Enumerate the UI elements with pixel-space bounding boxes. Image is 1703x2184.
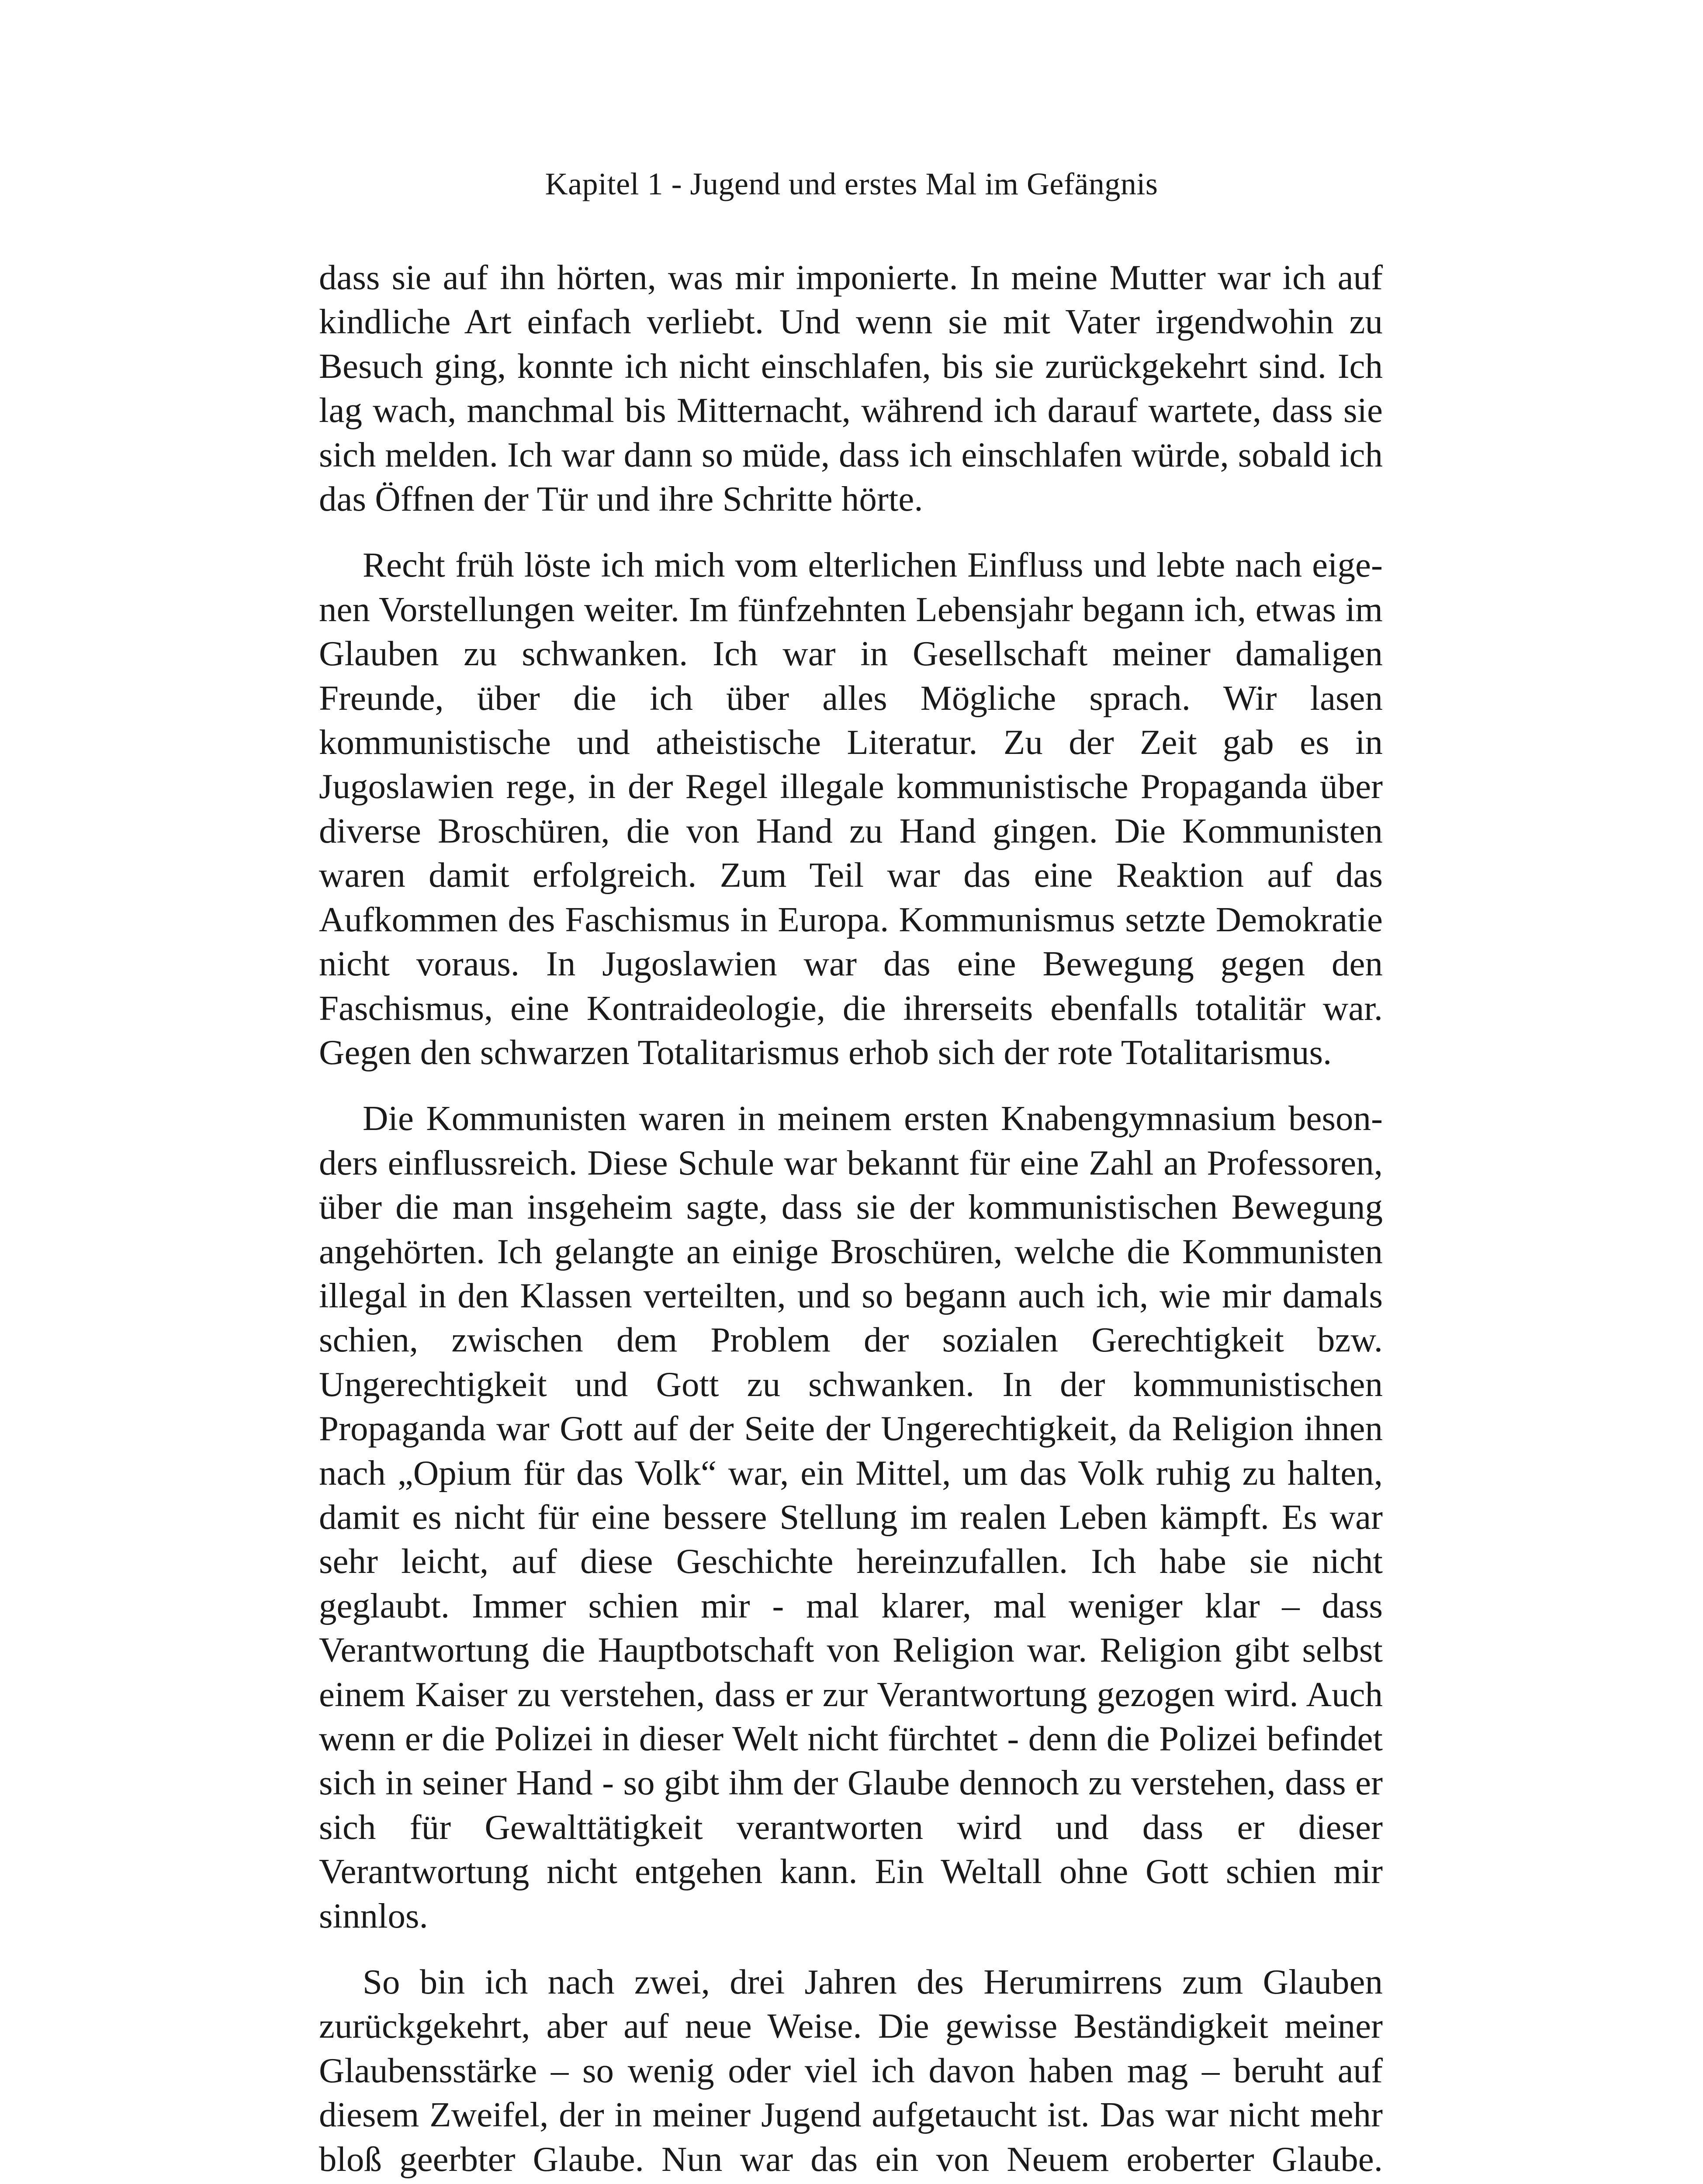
paragraph-1: dass sie auf ihn hörten, was mir imponierte. In meine Mutter war ich auf kindliche Art einfach verliebt. Und wenn sie mit Vater irgendwohin zu Besuch ging, konnte ich nicht einschlafen, bis sie zurückgekehrt sind. Ich lag wach, manchmal bis Mitternacht, während ich darauf wartete, dass sie sich melden. Ich war dann so müde, dass ich einschlafen würde, sobald ich das Öffnen der Tür und ihre Schritte hörte. bbox=[319, 258, 1383, 519]
paragraph-2: Recht früh löste ich mich vom elterlichen Einfluss und lebte nach eigenen Vorstellungen weiter. Im fünfzehnten Lebensjahr begann ich, etwas im Glauben zu schwanken. Ich war in Gesellschaft meiner damaligen Freunde, über die ich über alles Mögliche sprach. Wir lasen kommunistische und atheistische Literatur. Zu der Zeit gab es in Jugoslawien rege, in der Regel illegale kommunistische Propaganda über diverse Broschüren, die von Hand zu Hand gingen. Die Kommunisten waren damit erfolgreich. Zum Teil war das eine Reaktion auf das Aufkommen des Faschismus in Europa. Kommunismus setzte Demokratie nicht voraus. In Jugoslawien war das eine Bewegung gegen den Faschismus, eine Kontraideologie, die ihrerseits ebenfalls totalitär war. Gegen den schwarzen Totalitarismus erhob sich der rote Totalitarismus. bbox=[319, 545, 1383, 1072]
running-header: Kapitel 1 - Jugend und erstes Mal im Gefängnis bbox=[545, 166, 1158, 201]
paragraph-4: So bin ich nach zwei, drei Jahren des Herumirrens zum Glauben zurückgekehrt, aber auf neue Weise. Die gewisse Beständigkeit meiner Glaubensstärke – so wenig oder viel ich davon haben mag – beruht auf diesem Zweifel, der in meiner Jugend aufgetaucht ist. Das war nicht mehr bloß geerbter Glaube. Nun war das ein von Neuem eroberter Glaube. bbox=[319, 1962, 1383, 2179]
body-text bbox=[319, 256, 1383, 2184]
paragraph-3: Die Kommunisten waren in meinem ersten Knabengymnasium besonders einflussreich. Diese Schule war bekannt für eine Zahl an Professoren, über die man insgeheim sagte, dass sie der kommunistischen Bewegung angehörten. Ich gelangte an einige Broschüren, welche die Kommunisten illegal in den Klassen verteilten, und so begann auch ich, wie mir damals schien, zwischen dem Problem der sozialen Gerechtigkeit bzw. Ungerechtigkeit und Gott zu schwanken. In der kommunistischen Propaganda war Gott auf der Seite der Ungerechtigkeit, da Religion ihnen nach „Opium für das Volk“ war, ein Mittel, um das Volk ruhig zu halten, damit es nicht für eine bessere Stellung im realen Leben kämpft. Es war sehr leicht, auf diese Geschichte hereinzufallen. Ich habe sie nicht geglaubt. Immer schien mir - mal klarer, mal weniger klar – dass Verantwortung die Hauptbotschaft von Religion war. Religion gibt selbst einem Kaiser zu verstehen, dass er zur Verantwortung gezogen wird. Auch wenn er die Polizei in dieser Welt nicht fürchtet - denn die Polizei befindet sich in seiner Hand - so gibt ihm der Glaube dennoch zu verstehen, dass er sich für Gewalttätigkeit verantworten wird und dass er dieser Verantwortung nicht entgehen kann. Ein Weltall ohne Gott schien mir sinnlos. bbox=[319, 1099, 1383, 1935]
